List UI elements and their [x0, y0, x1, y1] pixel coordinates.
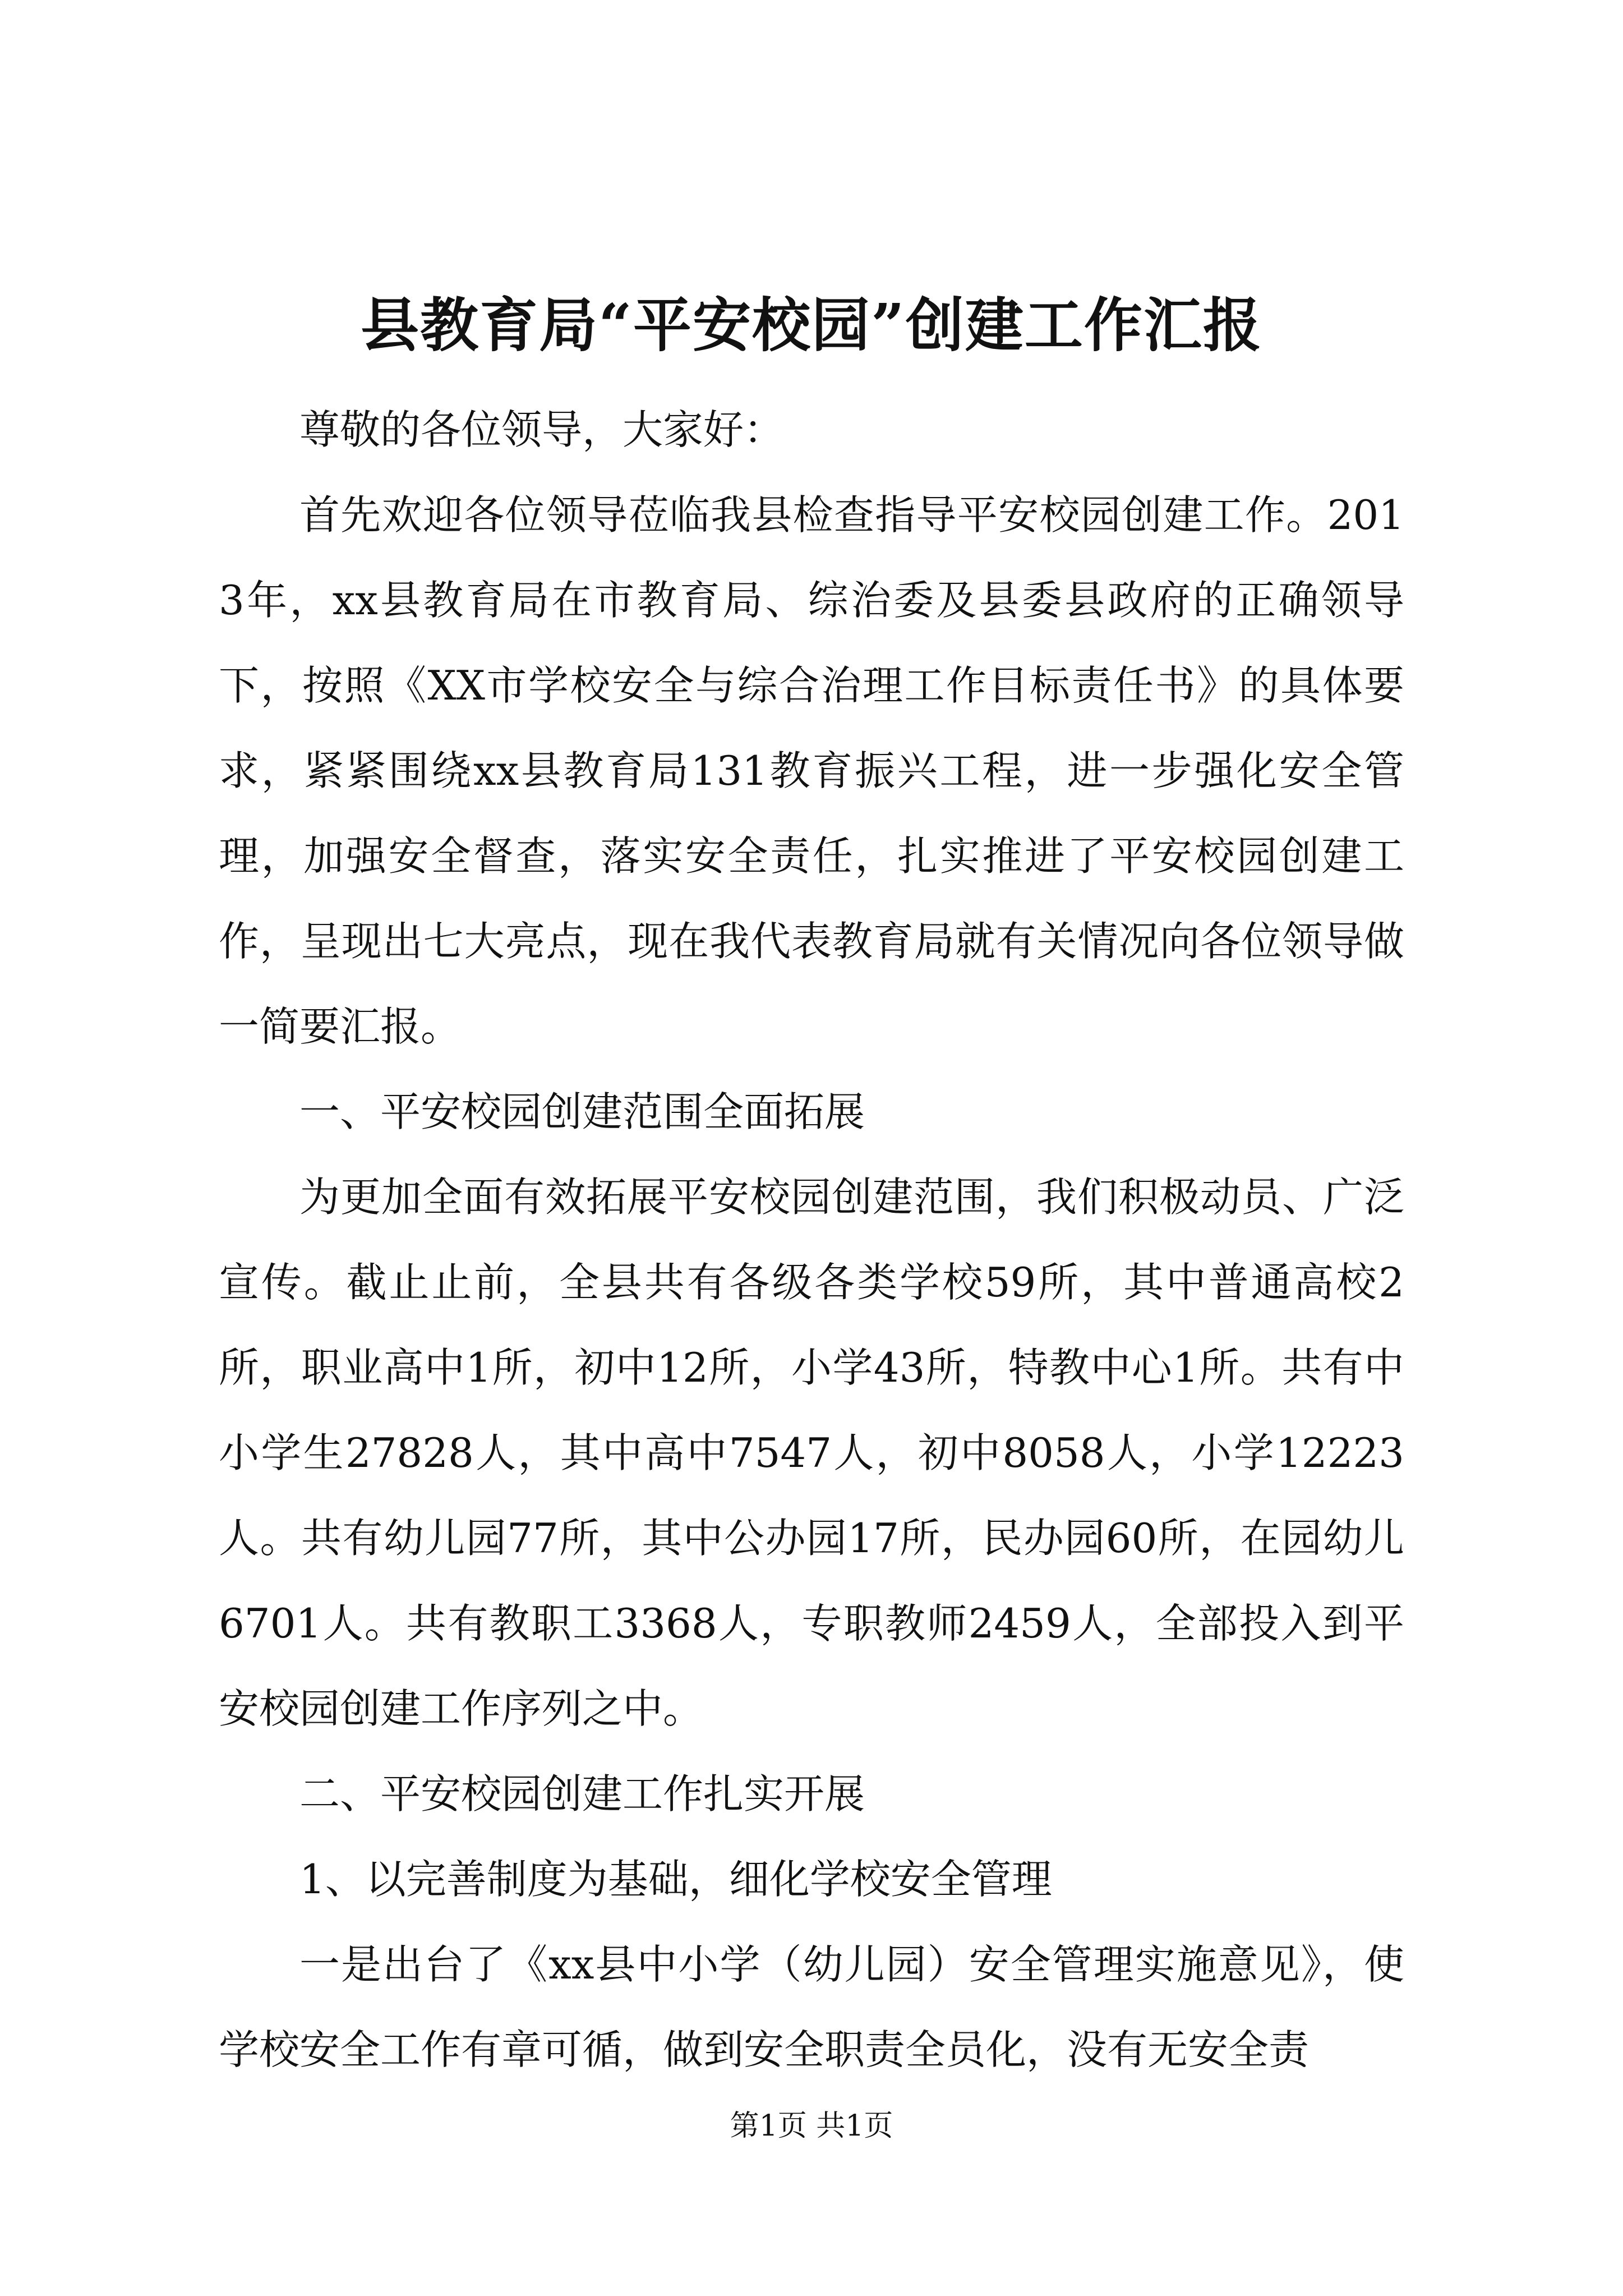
salutation: 尊敬的各位领导，大家好： — [299, 406, 785, 453]
section-1-paragraph: 为更加全面有效拓展平安校园创建范围，我们积极动员、广泛宣传。截止止前，全县共有各级各类学校59所，其中普通高校2所，职业高中1所，初中12所，小学43所，特教中心1所。共有中小学生27828人，其中高中7547人，初中8058人，小学12223人。共有幼儿园77所，其中公办园17所，民办园60所，在园幼儿6701人。共有教职工3368人，专职教师2459人，全部投入到平安校园创建工作序列之中。 — [219, 1174, 1404, 1732]
subsection-1-heading: 1、以完善制度为基础，细化学校安全管理 — [299, 1856, 1052, 1903]
subsection-1-paragraph: 一是出台了《xx县中小学（幼儿园）安全管理实施意见》，使学校安全工作有章可循，做到安全职责全员化，没有无安全责 — [219, 1941, 1404, 2073]
page-footer: 第1页 共1页 — [730, 2109, 893, 2143]
intro-paragraph: 首先欢迎各位领导莅临我县检查指导平安校园创建工作。2013年，xx县教育局在市教育局、综治委及县委县政府的正确领导下，按照《XX市学校安全与综合治理工作目标责任书》的具体要求，紧紧围绕xx县教育局131教育振兴工程，进一步强化安全管理，加强安全督查，落实安全责任，扎实推进了平安校园创建工作，呈现出七大亮点，现在我代表教育局就有关情况向各位领导做一简要汇报。 — [219, 491, 1404, 1050]
document-title: 县教育局“平安校园”创建工作汇报 — [361, 291, 1262, 360]
section-1-heading: 一、平安校园创建范围全面拓展 — [299, 1088, 865, 1135]
document-body — [219, 387, 1404, 2092]
section-2-heading: 二、平安校园创建工作扎实开展 — [299, 1770, 865, 1818]
